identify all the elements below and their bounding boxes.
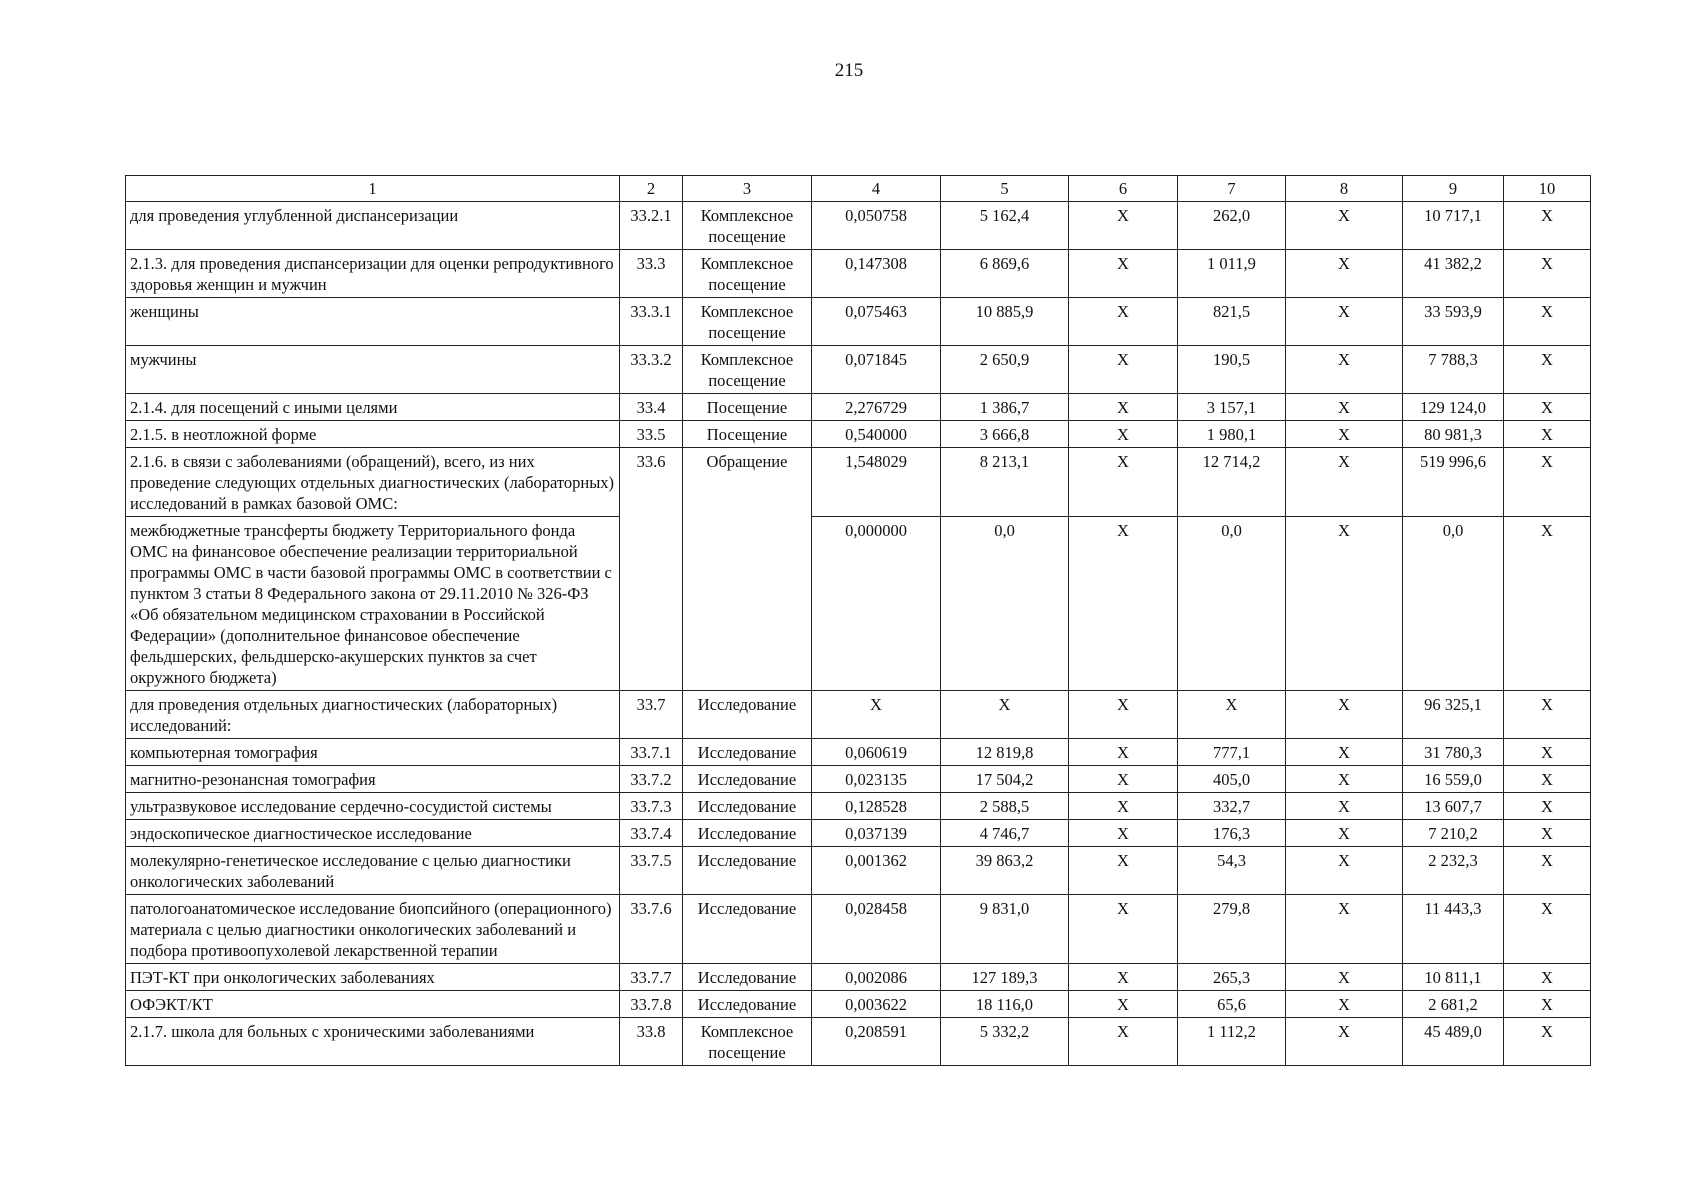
row-value-cell: X	[1286, 766, 1403, 793]
row-unit-cell: Исследование	[683, 691, 812, 739]
table-row	[126, 250, 1591, 298]
row-value-cell: 12 819,8	[941, 739, 1069, 766]
row-value-cell: 8 213,1	[941, 448, 1069, 517]
row-name-cell: ОФЭКТ/КТ	[126, 991, 620, 1018]
table-row	[126, 394, 1591, 421]
row-unit-cell: Исследование	[683, 991, 812, 1018]
row-code-cell: 33.7.4	[620, 820, 683, 847]
row-value-cell: X	[1069, 394, 1178, 421]
row-value-cell: X	[1286, 964, 1403, 991]
row-value-cell: X	[1069, 448, 1178, 517]
row-value-cell: 262,0	[1178, 202, 1286, 250]
row-value-cell: X	[1069, 820, 1178, 847]
row-unit-cell: Комплексное посещение	[683, 250, 812, 298]
row-value-cell: 54,3	[1178, 847, 1286, 895]
row-value-cell: 80 981,3	[1403, 421, 1504, 448]
row-unit-cell: Исследование	[683, 766, 812, 793]
row-name-cell: молекулярно-генетическое исследование с целью диагностики онкологических заболеваний	[126, 847, 620, 895]
row-name-cell: магнитно-резонансная томография	[126, 766, 620, 793]
row-code-cell: 33.3	[620, 250, 683, 298]
row-value-cell: 1 011,9	[1178, 250, 1286, 298]
row-unit-cell: Исследование	[683, 820, 812, 847]
row-name-cell: межбюджетные трансферты бюджету Территориального фонда ОМС на финансовое обеспечение реализации территориальной программы ОМС в части базовой программы ОМС в соответствии с пунктом 3 статьи 8 Федерального закона от 29.11.2010 № 326-ФЗ «Об обязательном медицинском страховании в Российской Федерации» (дополнительное финансовое обеспечение фельдшерских, фельдшерско-акушерских пунктов за счет окружного бюджета)	[126, 517, 620, 691]
row-value-cell: X	[1504, 691, 1591, 739]
row-value-cell: X	[1286, 448, 1403, 517]
row-value-cell: 12 714,2	[1178, 448, 1286, 517]
row-value-cell: X	[1504, 820, 1591, 847]
row-value-cell: X	[1504, 739, 1591, 766]
row-value-cell: 17 504,2	[941, 766, 1069, 793]
column-header: 5	[941, 176, 1069, 202]
row-value-cell: 65,6	[1178, 991, 1286, 1018]
row-code-cell: 33.7.5	[620, 847, 683, 895]
row-unit-cell: Посещение	[683, 394, 812, 421]
row-value-cell: X	[1504, 346, 1591, 394]
row-value-cell: X	[1069, 991, 1178, 1018]
row-code-cell: 33.7.2	[620, 766, 683, 793]
row-value-cell: X	[1286, 517, 1403, 691]
row-value-cell: 18 116,0	[941, 991, 1069, 1018]
table-row	[126, 421, 1591, 448]
row-value-cell: 405,0	[1178, 766, 1286, 793]
row-code-cell: 33.7.8	[620, 991, 683, 1018]
row-value-cell: 2 681,2	[1403, 991, 1504, 1018]
row-name-cell: для проведения углубленной диспансеризации	[126, 202, 620, 250]
row-value-cell: X	[1504, 448, 1591, 517]
row-value-cell: X	[1069, 421, 1178, 448]
row-value-cell: 9 831,0	[941, 895, 1069, 964]
row-name-cell: женщины	[126, 298, 620, 346]
row-value-cell: X	[1504, 394, 1591, 421]
row-unit-cell: Обращение	[683, 448, 812, 691]
row-value-cell: X	[1069, 691, 1178, 739]
row-value-cell: 1 386,7	[941, 394, 1069, 421]
row-name-cell: ультразвуковое исследование сердечно-сосудистой системы	[126, 793, 620, 820]
row-value-cell: 5 332,2	[941, 1018, 1069, 1066]
row-value-cell: X	[1286, 691, 1403, 739]
row-unit-cell: Комплексное посещение	[683, 298, 812, 346]
row-value-cell: 0,023135	[812, 766, 941, 793]
row-value-cell: 7 210,2	[1403, 820, 1504, 847]
row-value-cell: X	[1504, 793, 1591, 820]
row-value-cell: X	[1286, 820, 1403, 847]
table-row	[126, 448, 1591, 517]
row-value-cell: X	[812, 691, 941, 739]
row-unit-cell: Комплексное посещение	[683, 346, 812, 394]
row-unit-cell: Исследование	[683, 895, 812, 964]
row-unit-cell: Исследование	[683, 964, 812, 991]
row-value-cell: 0,540000	[812, 421, 941, 448]
row-value-cell: X	[1286, 847, 1403, 895]
row-value-cell: 3 157,1	[1178, 394, 1286, 421]
row-value-cell: X	[1178, 691, 1286, 739]
row-value-cell: 1 112,2	[1178, 1018, 1286, 1066]
row-value-cell: 332,7	[1178, 793, 1286, 820]
row-value-cell: X	[1286, 394, 1403, 421]
row-value-cell: 127 189,3	[941, 964, 1069, 991]
row-code-cell: 33.5	[620, 421, 683, 448]
row-value-cell: 3 666,8	[941, 421, 1069, 448]
row-value-cell: 96 325,1	[1403, 691, 1504, 739]
row-value-cell: X	[1504, 250, 1591, 298]
row-value-cell: 11 443,3	[1403, 895, 1504, 964]
row-value-cell: X	[1504, 895, 1591, 964]
column-header: 9	[1403, 176, 1504, 202]
row-value-cell: 1 980,1	[1178, 421, 1286, 448]
row-value-cell: X	[1504, 847, 1591, 895]
row-value-cell: X	[1504, 298, 1591, 346]
row-value-cell: X	[1504, 202, 1591, 250]
row-code-cell: 33.7.6	[620, 895, 683, 964]
row-value-cell: 0,208591	[812, 1018, 941, 1066]
row-value-cell: X	[1286, 1018, 1403, 1066]
table-row	[126, 895, 1591, 964]
row-value-cell: 16 559,0	[1403, 766, 1504, 793]
table-row	[126, 202, 1591, 250]
page-number: 215	[834, 60, 864, 81]
column-header: 3	[683, 176, 812, 202]
row-unit-cell: Посещение	[683, 421, 812, 448]
column-number-row	[126, 176, 1591, 202]
column-header: 4	[812, 176, 941, 202]
row-value-cell: 190,5	[1178, 346, 1286, 394]
row-value-cell: 10 885,9	[941, 298, 1069, 346]
row-value-cell: 265,3	[1178, 964, 1286, 991]
row-code-cell: 33.8	[620, 1018, 683, 1066]
row-unit-cell: Комплексное посещение	[683, 1018, 812, 1066]
row-value-cell: X	[1069, 250, 1178, 298]
row-value-cell: 33 593,9	[1403, 298, 1504, 346]
row-value-cell: X	[1504, 964, 1591, 991]
row-value-cell: X	[1069, 739, 1178, 766]
row-value-cell: X	[1286, 298, 1403, 346]
row-value-cell: 0,128528	[812, 793, 941, 820]
row-value-cell: 519 996,6	[1403, 448, 1504, 517]
row-name-cell: 2.1.4. для посещений с иными целями	[126, 394, 620, 421]
table-row	[126, 793, 1591, 820]
row-value-cell: X	[1069, 1018, 1178, 1066]
row-value-cell: X	[1069, 766, 1178, 793]
row-unit-cell: Исследование	[683, 793, 812, 820]
row-name-cell: 2.1.5. в неотложной форме	[126, 421, 620, 448]
row-value-cell: X	[1504, 1018, 1591, 1066]
row-value-cell: X	[1286, 202, 1403, 250]
row-name-cell: эндоскопическое диагностическое исследование	[126, 820, 620, 847]
row-value-cell: X	[1286, 346, 1403, 394]
table-row	[126, 1018, 1591, 1066]
row-name-cell: ПЭТ-КТ при онкологических заболеваниях	[126, 964, 620, 991]
row-value-cell: 10 811,1	[1403, 964, 1504, 991]
row-value-cell: 777,1	[1178, 739, 1286, 766]
row-value-cell: 2,276729	[812, 394, 941, 421]
row-value-cell: 7 788,3	[1403, 346, 1504, 394]
row-value-cell: X	[1504, 517, 1591, 691]
row-value-cell: X	[1504, 421, 1591, 448]
column-header: 8	[1286, 176, 1403, 202]
row-name-cell: мужчины	[126, 346, 620, 394]
table-row	[126, 991, 1591, 1018]
row-name-cell: для проведения отдельных диагностических (лабораторных) исследований:	[126, 691, 620, 739]
row-name-cell: 2.1.7. школа для больных с хроническими заболеваниями	[126, 1018, 620, 1066]
column-header: 1	[126, 176, 620, 202]
row-value-cell: X	[1069, 517, 1178, 691]
row-value-cell: 13 607,7	[1403, 793, 1504, 820]
table-row	[126, 847, 1591, 895]
row-value-cell: 0,001362	[812, 847, 941, 895]
row-value-cell: X	[1286, 991, 1403, 1018]
row-name-cell: 2.1.6. в связи с заболеваниями (обращений), всего, из них проведение следующих отдельных диагностических (лабораторных) исследований в рамках базовой ОМС:	[126, 448, 620, 517]
row-value-cell: 0,0	[1178, 517, 1286, 691]
table-row	[126, 691, 1591, 739]
row-name-cell: патологоанатомическое исследование биопсийного (операционного) материала с целью диагностики онкологических заболеваний и подбора противоопухолевой лекарственной терапии	[126, 895, 620, 964]
row-value-cell: 176,3	[1178, 820, 1286, 847]
table-row	[126, 964, 1591, 991]
row-value-cell: 0,0	[941, 517, 1069, 691]
table-row	[126, 739, 1591, 766]
row-value-cell: 0,003622	[812, 991, 941, 1018]
row-value-cell: 0,060619	[812, 739, 941, 766]
row-value-cell: 41 382,2	[1403, 250, 1504, 298]
row-value-cell: X	[1069, 847, 1178, 895]
row-value-cell: X	[941, 691, 1069, 739]
table-row	[126, 820, 1591, 847]
row-code-cell: 33.3.2	[620, 346, 683, 394]
row-value-cell: X	[1069, 895, 1178, 964]
row-code-cell: 33.7.1	[620, 739, 683, 766]
row-value-cell: X	[1286, 895, 1403, 964]
column-header: 10	[1504, 176, 1591, 202]
row-value-cell: 2 650,9	[941, 346, 1069, 394]
data-table	[125, 175, 1591, 1066]
row-unit-cell: Исследование	[683, 739, 812, 766]
row-value-cell: 45 489,0	[1403, 1018, 1504, 1066]
row-value-cell: X	[1286, 250, 1403, 298]
row-value-cell: 0,028458	[812, 895, 941, 964]
row-value-cell: 0,050758	[812, 202, 941, 250]
row-value-cell: 5 162,4	[941, 202, 1069, 250]
column-header: 2	[620, 176, 683, 202]
row-value-cell: 0,071845	[812, 346, 941, 394]
row-value-cell: X	[1504, 991, 1591, 1018]
row-code-cell: 33.7	[620, 691, 683, 739]
row-value-cell: X	[1504, 766, 1591, 793]
row-value-cell: X	[1286, 739, 1403, 766]
row-value-cell: 39 863,2	[941, 847, 1069, 895]
row-code-cell: 33.7.7	[620, 964, 683, 991]
row-value-cell: 0,000000	[812, 517, 941, 691]
row-value-cell: 0,002086	[812, 964, 941, 991]
row-name-cell: 2.1.3. для проведения диспансеризации для оценки репродуктивного здоровья женщин и мужчин	[126, 250, 620, 298]
column-header: 7	[1178, 176, 1286, 202]
row-value-cell: X	[1286, 793, 1403, 820]
row-value-cell: X	[1286, 421, 1403, 448]
row-value-cell: X	[1069, 346, 1178, 394]
row-value-cell: 0,037139	[812, 820, 941, 847]
table-row	[126, 298, 1591, 346]
row-unit-cell: Комплексное посещение	[683, 202, 812, 250]
row-code-cell: 33.2.1	[620, 202, 683, 250]
row-value-cell: 0,147308	[812, 250, 941, 298]
table-row	[126, 346, 1591, 394]
row-value-cell: 2 232,3	[1403, 847, 1504, 895]
table-row	[126, 517, 1591, 691]
table-row	[126, 766, 1591, 793]
row-value-cell: 2 588,5	[941, 793, 1069, 820]
row-value-cell: X	[1069, 298, 1178, 346]
row-value-cell: X	[1069, 202, 1178, 250]
row-name-cell: компьютерная томография	[126, 739, 620, 766]
row-value-cell: 279,8	[1178, 895, 1286, 964]
column-header: 6	[1069, 176, 1178, 202]
row-unit-cell: Исследование	[683, 847, 812, 895]
row-value-cell: X	[1069, 793, 1178, 820]
row-code-cell: 33.6	[620, 448, 683, 691]
row-value-cell: 4 746,7	[941, 820, 1069, 847]
row-value-cell: 1,548029	[812, 448, 941, 517]
row-value-cell: 821,5	[1178, 298, 1286, 346]
row-value-cell: 31 780,3	[1403, 739, 1504, 766]
row-value-cell: 6 869,6	[941, 250, 1069, 298]
row-code-cell: 33.4	[620, 394, 683, 421]
row-value-cell: 0,0	[1403, 517, 1504, 691]
row-value-cell: 129 124,0	[1403, 394, 1504, 421]
row-value-cell: X	[1069, 964, 1178, 991]
row-code-cell: 33.7.3	[620, 793, 683, 820]
row-value-cell: 0,075463	[812, 298, 941, 346]
row-value-cell: 10 717,1	[1403, 202, 1504, 250]
row-code-cell: 33.3.1	[620, 298, 683, 346]
